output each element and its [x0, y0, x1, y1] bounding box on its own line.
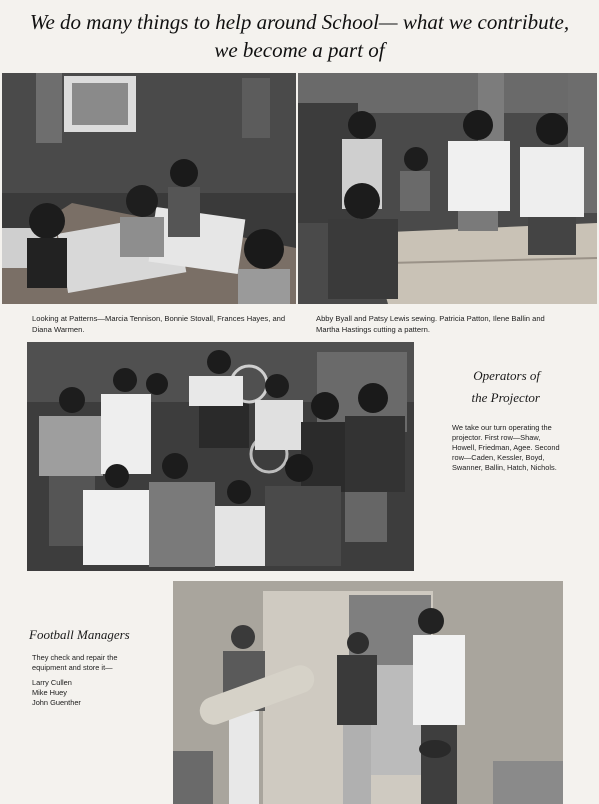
projector-section-title — [420, 365, 540, 409]
projector-description: We take our turn operating the projector. First row—Shaw, Howell, Friedman, Agee. Second row—Caden, Kessler, Boyd, Swanner, Ballin, Hatch, Nichols. — [452, 423, 560, 472]
projector-title-line-2: the Projector — [471, 390, 540, 405]
page-headline — [0, 8, 599, 64]
photo-sewing — [298, 73, 597, 304]
photo-projector-operators — [27, 342, 414, 571]
manager-name: Larry Cullen — [32, 678, 72, 687]
headline-line-2: we become a part of — [214, 38, 385, 62]
football-section-title: Football Managers — [29, 627, 130, 642]
manager-name: John Guenther — [32, 698, 81, 707]
football-description: They check and repair the equipment and store it— — [32, 653, 118, 672]
caption-sewing: Abby Byall and Patsy Lewis sewing. Patricia Patton, Ilene Ballin and Martha Hastings cutting a pattern. — [316, 314, 545, 334]
photo-football-managers — [173, 581, 563, 804]
headline-line-1: We do many things to help around School— what we contribute, — [29, 10, 570, 34]
caption-looking-at-patterns: Looking at Patterns—Marcia Tennison, Bonnie Stovall, Frances Hayes, and Diana Warmen. — [32, 314, 286, 334]
manager-name: Mike Huey — [32, 688, 67, 697]
football-managers-list — [32, 678, 81, 708]
photo-looking-at-patterns — [2, 73, 296, 304]
projector-title-line-1: Operators of — [473, 368, 540, 383]
